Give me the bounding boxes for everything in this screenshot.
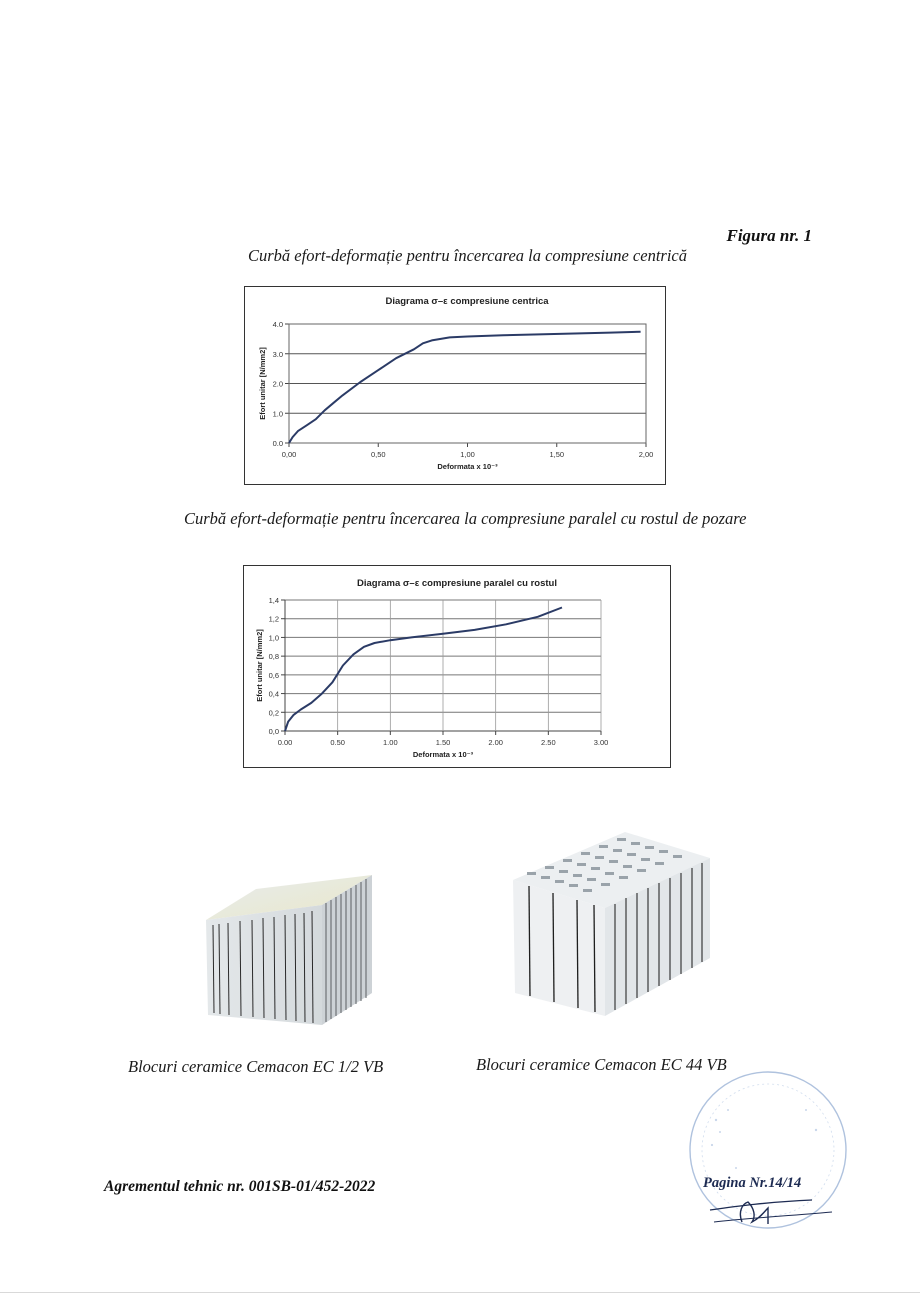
chart2-ytick-label: 0,2	[268, 708, 279, 718]
chart2-ytick-label: 1,2	[268, 614, 279, 624]
block-left-caption: Blocuri ceramice Cemacon EC 1/2 VB	[128, 1057, 384, 1076]
chart1-ytick-label: 3.0	[272, 349, 283, 359]
ceramic-block-half-image	[200, 865, 380, 1035]
chart1-ytick-label: 0.0	[272, 439, 283, 448]
chart1-xlabel: Deformata x 10⁻³	[437, 462, 498, 471]
chart2-ytick-label: 1,4	[268, 596, 279, 605]
footer-agrement: Agrementul tehnic nr. 001SB-01/452-2022	[104, 1178, 376, 1195]
chart1-xtick-label: 1,00	[460, 450, 475, 459]
chart2-ytick-label: 0,0	[268, 727, 279, 736]
chart2-xtick-label: 3.00	[593, 738, 609, 747]
chart2-xtick-label: 2.00	[488, 738, 503, 747]
chart-parallel-frame	[243, 565, 671, 768]
chart1-ylabel: Efort unitar [N/mm2]	[258, 347, 267, 420]
chart2-ylabel: Efort unitar [N/mm2]	[255, 629, 264, 702]
footer-page-number: Pagina Nr.14/14	[703, 1175, 802, 1191]
chart2-xtick-label: 1.50	[435, 738, 451, 747]
chart1-xtick-label: 0,50	[370, 450, 386, 459]
chart2-title: Diagrama σ–ε compresiune paralel cu rostul	[356, 578, 558, 589]
caption-parallel: Curbă efort-deformație pentru încercarea la compresiune paralel cu rostul de pozare	[184, 509, 747, 528]
chart-centric-frame	[244, 286, 666, 485]
chart1-ytick-label: 4.0	[272, 320, 283, 329]
signature	[708, 1188, 838, 1228]
bottom-rule	[0, 1292, 920, 1293]
chart2-ytick-label: 1,0	[268, 633, 279, 643]
chart1-xtick-label: 2,00	[638, 450, 654, 459]
chart1-ytick-label: 1.0	[272, 409, 283, 419]
chart1-xtick-label: 0,00	[281, 450, 297, 459]
chart2-xtick-label: 0.50	[330, 738, 345, 747]
block-right-caption: Blocuri ceramice Cemacon EC 44 VB	[476, 1055, 727, 1074]
chart-parallel	[244, 566, 670, 767]
ceramic-block-44-image	[505, 828, 720, 1018]
chart1-title: Diagrama σ–ε compresiune centrica	[385, 296, 549, 307]
chart-centric	[245, 287, 665, 484]
chart2-xtick-label: 2.50	[541, 738, 556, 747]
chart2-ytick-label: 0,6	[268, 670, 279, 680]
chart1-ytick-label: 2.0	[272, 379, 283, 389]
chart1-xtick-label: 1,50	[549, 450, 565, 459]
chart2-ytick-label: 0,4	[268, 689, 279, 699]
chart2-ytick-label: 0,8	[268, 652, 279, 662]
caption-centric: Curbă efort-deformație pentru încercarea la compresiune centrică	[248, 246, 687, 265]
chart2-xlabel: Deformata x 10⁻³	[412, 750, 474, 759]
chart2-xtick-label: 0.00	[277, 738, 293, 747]
figure-label: Figura nr. 1	[726, 226, 812, 245]
chart2-xtick-label: 1.00	[383, 738, 398, 747]
chart1-series-line	[289, 332, 641, 443]
